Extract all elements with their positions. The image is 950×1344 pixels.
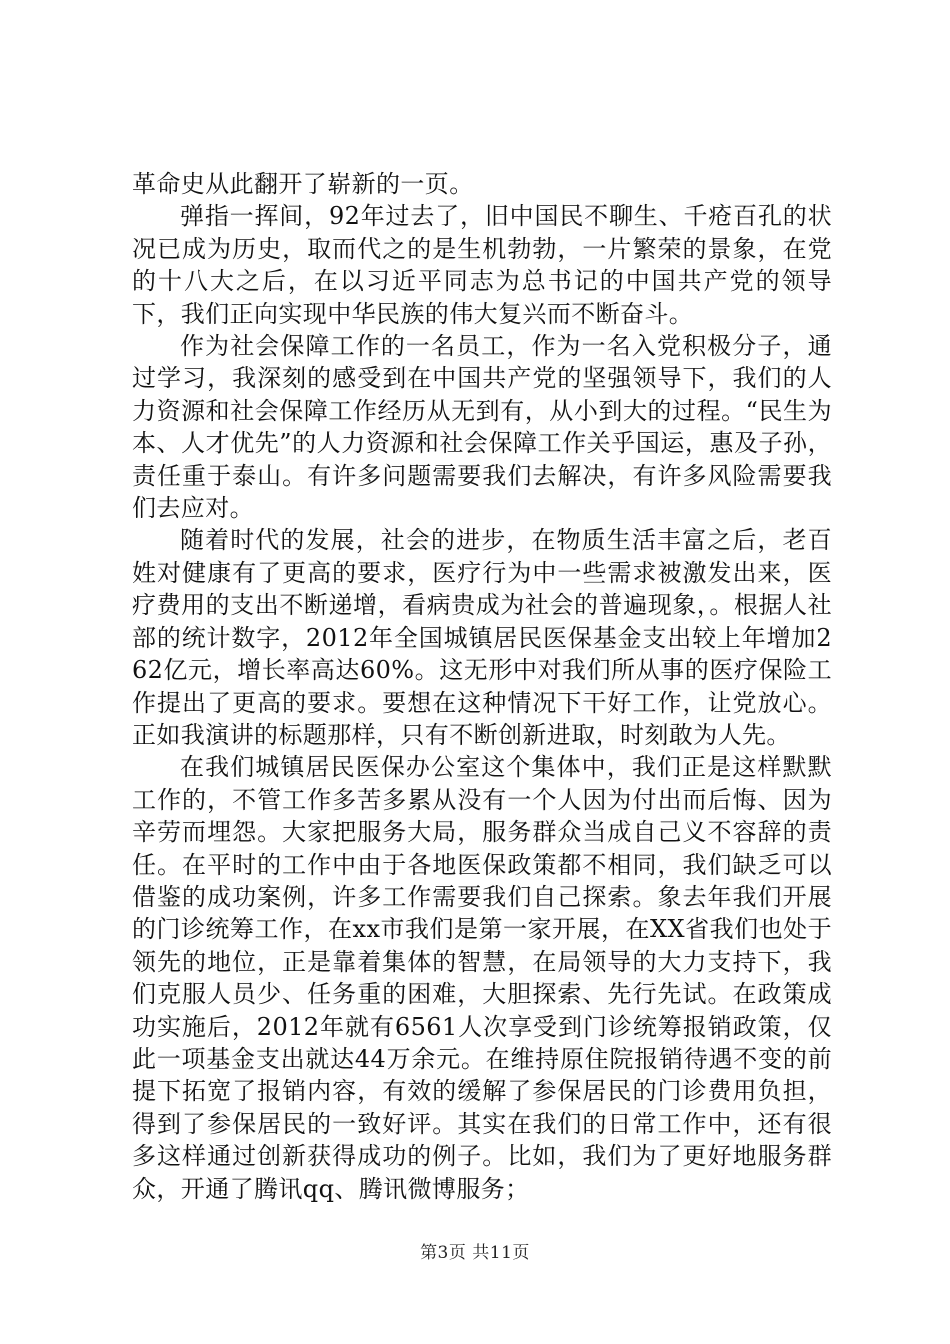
paragraph: 弹指一挥间，92年过去了，旧中国民不聊生、千疮百孔的状况已成为历史，取而代之的是生机勃勃，一片繁荣的景象，在党的十八大之后，在以习近平同志为总书记的中国共产党的领导下，我们正向实现中华民族的伟大复兴而不断奋斗。: [132, 202, 832, 328]
paragraph: 在我们城镇居民医保办公室这个集体中，我们正是这样默默工作的，不管工作多苦多累从没有一个人因为付出而后悔、因为辛劳而埋怨。大家把服务大局，服务群众当成自己义不容辞的责任。在平时的工作中由于各地医保政策都不相同，我们缺乏可以借鉴的成功案例，许多工作需要我们自己探索。象去年我们开展的门诊统筹工作，在xx市我们是第一家开展，在XX省我们也处于领先的地位，正是靠着集体的智慧，在局领导的大力支持下，我们克服人员少、任务重的困难，大胆探索、先行先试。在政策成功实施后，2012年就有6561人次享受到门诊统筹报销政策，仅此一项基金支出就达44万余元。在维持原住院报销待遇不变的前提下拓宽了报销内容，有效的缓解了参保居民的门诊费用负担，得到了参保居民的一致好评。其实在我们的日常工作中，还有很多这样通过创新获得成功的例子。比如，我们为了更好地服务群众，开通了腾讯qq、腾讯微博服务；: [132, 753, 832, 1203]
paragraph: 作为社会保障工作的一名员工，作为一名入党积极分子，通过学习，我深刻的感受到在中国共产党的坚强领导下，我们的人力资源和社会保障工作经历从无到有，从小到大的过程。“民生为本、人才优先”的人力资源和社会保障工作关乎国运，惠及子孙，责任重于泰山。有许多问题需要我们去解决，有许多风险需要我们去应对。: [132, 332, 832, 523]
page-number-footer: 第3页 共11页: [420, 1243, 530, 1263]
paragraph: 随着时代的发展，社会的进步，在物质生活丰富之后，老百姓对健康有了更高的要求，医疗行为中一些需求被激发出来，医疗费用的支出不断递增，看病贵成为社会的普遍现象，。根据人社部的统计数字，2012年全国城镇居民医保基金支出较上年增加262亿元，增长率高达60%。这无形中对我们所从事的医疗保险工作提出了更高的要求。要想在这种情况下干好工作，让党放心。正如我演讲的标题那样，只有不断创新进取，时刻敢为人先。: [132, 526, 832, 749]
document-body: [132, 168, 832, 1205]
paragraph: 革命史从此翻开了崭新的一页。: [132, 170, 474, 198]
